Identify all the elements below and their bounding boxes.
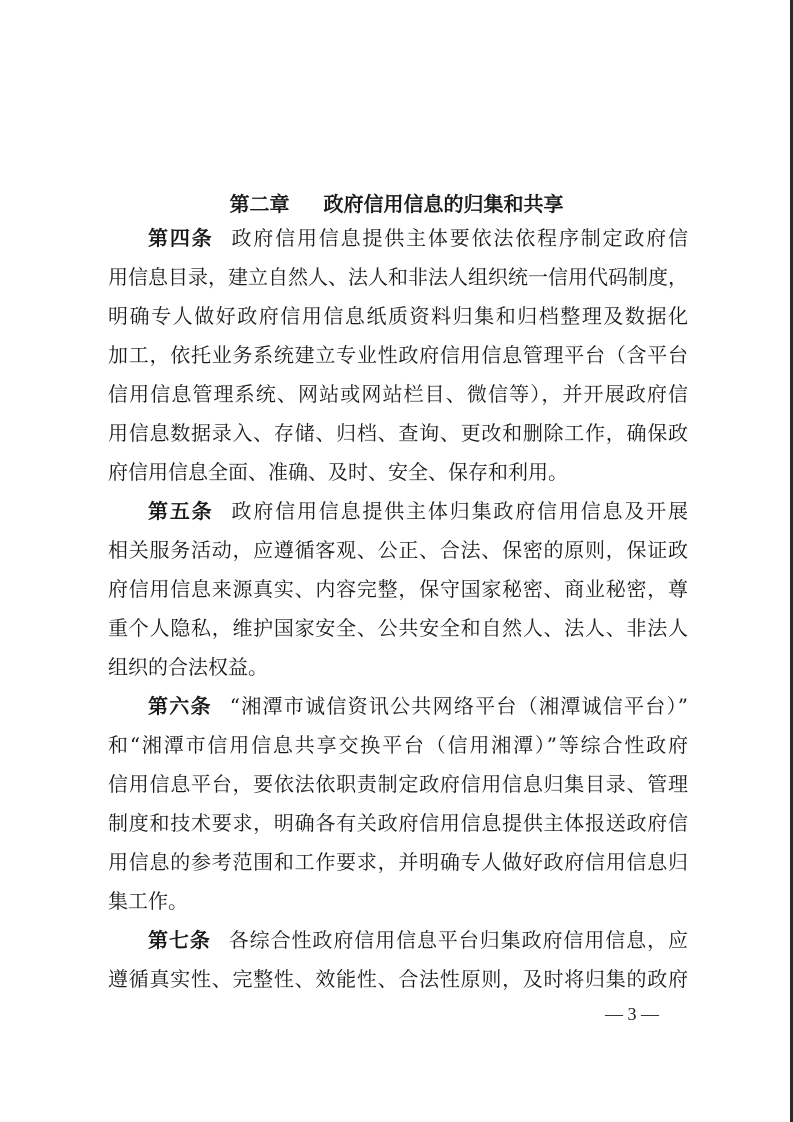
article-4-line-6: 用信息数据录入、存储、归档、查询、更改和删除工作，确保政 [108,421,688,445]
article-5-line-3: 府信用信息来源真实、内容完整，保守国家秘密、商业秘密，尊 [108,577,688,601]
article-6-text-1: “湘潭市诚信资讯公共网络平台（湘潭诚信平台）” [229,694,689,718]
chapter-number: 第二章 [229,192,290,216]
article-4-line-7: 府信用信息全面、准确、及时、安全、保存和利用。 [108,460,568,484]
article-6-line-1 [148,696,688,716]
article-5-line-5: 组织的合法权益。 [108,655,268,679]
article-5-line-2: 相关服务活动，应遵循客观、公正、合法、保密的原则，保证政 [108,538,688,562]
article-4-label: 第四条 [148,226,214,250]
article-6-line-5: 用信息的参考范围和工作要求，并明确专人做好政府信用信息归 [108,850,688,874]
chapter-title [0,188,793,217]
article-5-text-1: 政府信用信息提供主体归集政府信用信息及开展 [231,499,689,523]
article-5-line-1 [148,501,688,521]
article-4-line-5: 信用信息管理系统、网站或网站栏目、微信等），并开展政府信 [108,382,688,406]
article-4-line-1 [148,228,688,248]
article-6-line-6: 集工作。 [108,889,188,913]
chapter-heading: 政府信用信息的归集和共享 [323,192,564,216]
article-6-line-3: 信用信息平台，要依法依职责制定政府信用信息归集目录、管理 [108,772,688,796]
article-4-text-1: 政府信用信息提供主体要依法依程序制定政府信 [231,226,689,250]
article-7-line-1 [148,930,688,950]
article-4-line-2: 用信息目录，建立自然人、法人和非法人组织统一信用代码制度， [108,265,688,289]
article-6-label: 第六条 [148,694,212,718]
article-7-text-1: 各综合性政府信用信息平台归集政府信用信息，应 [228,928,688,952]
article-7-label: 第七条 [148,928,211,952]
article-5-line-4: 重个人隐私，维护国家安全、公共安全和自然人、法人、非法人 [108,616,688,640]
article-7-line-2: 遵循真实性、完整性、效能性、合法性原则，及时将归集的政府 [108,967,688,991]
article-5-label: 第五条 [148,499,214,523]
page-number: — 3 — [605,1004,659,1024]
article-4-line-3: 明确专人做好政府信用信息纸质资料归集和归档整理及数据化 [108,304,688,328]
article-6-line-4: 制度和技术要求，明确各有关政府信用信息提供主体报送政府信 [108,811,688,835]
article-6-line-2: 和“湘潭市信用信息共享交换平台（信用湘潭）”等综合性政府 [108,733,688,757]
article-4-line-4: 加工，依托业务系统建立专业性政府信用信息管理平台（含平台 [108,343,688,367]
